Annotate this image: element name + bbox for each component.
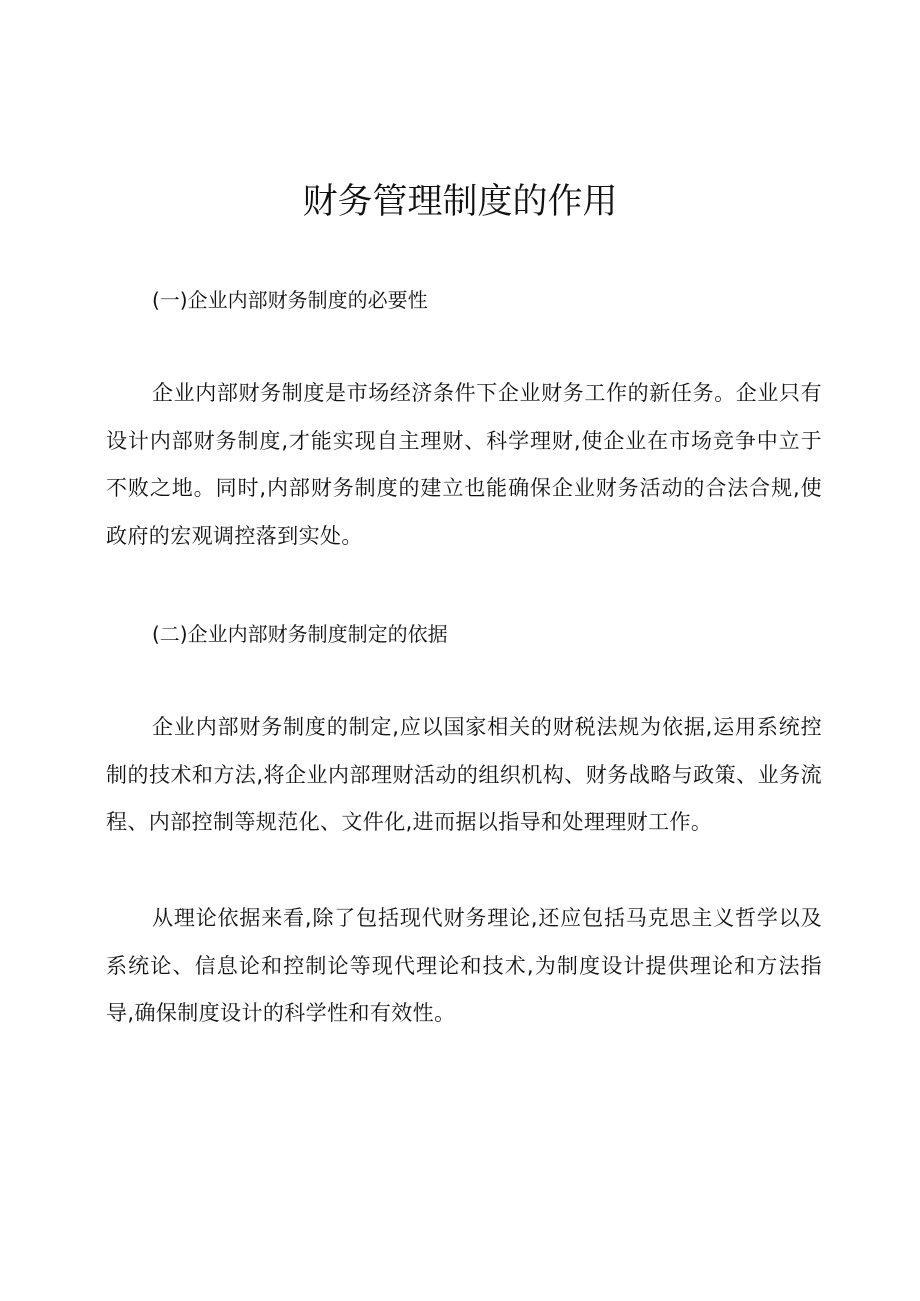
document-title: 财务管理制度的作用 [302,182,618,222]
section-2-paragraph-2: 从理论依据来看,除了包括现代财务理论,还应包括马克思主义哲学以及系统论、信息论和控制论等现代理论和技术,为制度设计提供理论和方法指导,确保制度设计的科学性和有效性。 [106,906,822,1025]
section-heading-1: (一)企业内部财务制度的必要性 [152,288,428,312]
section-1-paragraph-1: 企业内部财务制度是市场经济条件下企业财务工作的新任务。企业只有设计内部财务制度,才能实现自主理财、科学理财,使企业在市场竞争中立于不败之地。同时,内部财务制度的建立也能确保企业财务活动的合法合规,使政府的宏观调控落到实处。 [106,381,822,548]
section-heading-2: (二)企业内部财务制度制定的依据 [152,622,448,646]
section-2-paragraph-1: 企业内部财务制度的制定,应以国家相关的财税法规为依据,运用系统控制的技术和方法,将企业内部理财活动的组织机构、财务战略与政策、业务流程、内部控制等规范化、文件化,进而据以指导和处理理财工作。 [106,715,822,834]
